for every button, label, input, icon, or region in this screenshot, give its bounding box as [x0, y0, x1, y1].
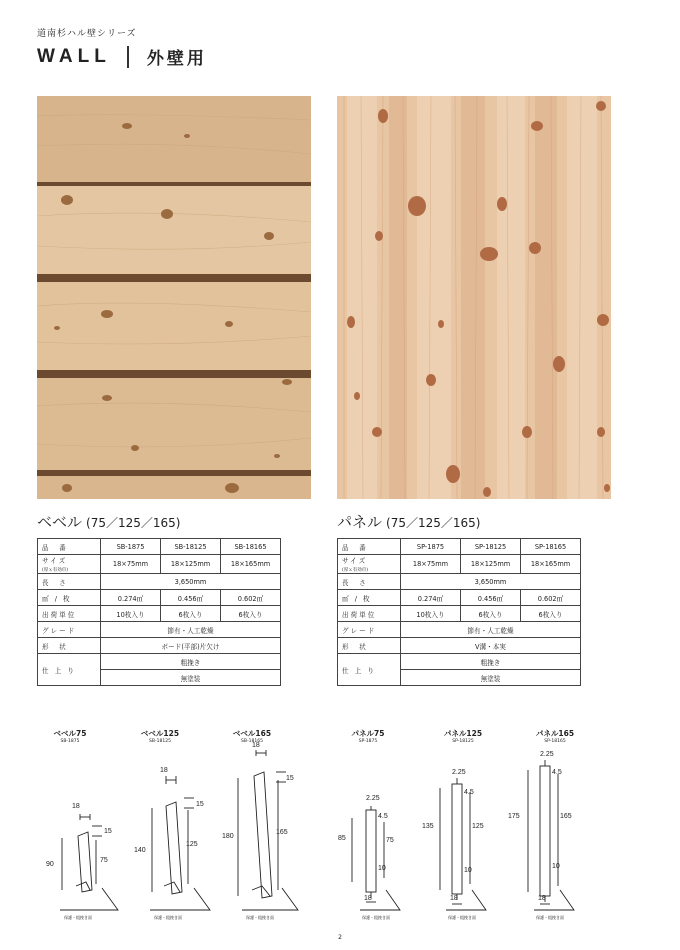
panel-section-title	[337, 511, 480, 532]
dim-label: 10	[552, 863, 560, 870]
table-cell: 6枚入り	[221, 606, 281, 622]
table-cell: 0.602㎡	[221, 590, 281, 606]
table-cell: 節有・人工乾燥	[101, 622, 281, 638]
diagram-title: ベベル125	[140, 729, 180, 738]
surface-label: 保護・粗挽き面	[448, 915, 476, 920]
table-row	[338, 555, 581, 574]
dim-label: 4.5	[552, 769, 562, 776]
row-label: 品 番	[38, 539, 101, 555]
diagram-title: パネル75	[351, 729, 385, 738]
dim-label: 135	[422, 823, 434, 830]
table-row	[338, 590, 581, 606]
dim-label: 125	[472, 823, 484, 830]
table-cell: 0.456㎡	[161, 590, 221, 606]
dim-label: 165	[276, 829, 288, 836]
dim-label: 18	[72, 803, 80, 810]
table-cell: SB-18165	[221, 539, 281, 555]
row-label: グレード	[38, 622, 101, 638]
dim-label: 15	[196, 801, 204, 808]
dim-label: 2.25	[452, 769, 466, 776]
row-label: 形 状	[38, 638, 101, 654]
row-label: 仕 上 り	[338, 654, 401, 686]
row-label: 形 状	[338, 638, 401, 654]
row-label: 出荷単位	[338, 606, 401, 622]
table-row	[38, 622, 281, 638]
surface-label: 保護・粗挽き面	[246, 915, 274, 920]
dim-label: 140	[134, 847, 146, 854]
series-name: 道南杉ハル壁シリーズ	[37, 29, 137, 39]
table-cell: ボード(平部)片欠け	[101, 638, 281, 654]
table-cell: 節有・人工乾燥	[401, 622, 581, 638]
page-title	[37, 44, 207, 69]
diagram-code: SB-1875	[60, 739, 80, 744]
diagram-code: SP-18125	[452, 739, 474, 744]
bevel-section-title	[37, 511, 180, 532]
bevel-title: ベベル	[37, 513, 83, 531]
dimension-labels	[0, 740, 680, 920]
diagram-title: ベベル165	[232, 729, 272, 738]
dim-label: 2.25	[366, 795, 380, 802]
panel-title: パネル	[337, 513, 383, 531]
table-cell: SB-18125	[161, 539, 221, 555]
dim-label: 4.5	[378, 813, 388, 820]
table-row	[38, 574, 281, 590]
label-main: サイズ	[342, 557, 368, 565]
diagram-title: パネル165	[535, 729, 575, 738]
label-main: サイズ	[42, 557, 68, 565]
dim-label: 180	[222, 833, 234, 840]
table-row	[38, 654, 281, 670]
row-label: ㎡ / 枚	[338, 590, 401, 606]
table-cell: 6枚入り	[521, 606, 581, 622]
dim-label: 85	[338, 835, 346, 842]
table-cell: 18×165mm	[221, 555, 281, 574]
row-label	[338, 555, 401, 574]
panel-spec-table	[337, 538, 581, 686]
row-label: 長 さ	[38, 574, 101, 590]
dim-label: 18	[364, 895, 372, 902]
table-row	[38, 638, 281, 654]
surface-label: 保護・粗挽き面	[154, 915, 182, 920]
table-row	[38, 539, 281, 555]
table-cell: 3,650mm	[401, 574, 581, 590]
table-cell: 0.602㎡	[521, 590, 581, 606]
bevel-spec-table	[37, 538, 281, 686]
row-label: 品 番	[338, 539, 401, 555]
dim-label: 75	[100, 857, 108, 864]
bevel-siding-photo	[37, 96, 311, 499]
diagram-title: ベベル75	[53, 729, 87, 738]
table-row	[338, 606, 581, 622]
row-label: 仕 上 り	[38, 654, 101, 686]
diagram-title: パネル125	[443, 729, 483, 738]
table-cell: 18×125mm	[161, 555, 221, 574]
diagram-code: SB-18125	[149, 739, 171, 744]
dim-label: 175	[508, 813, 520, 820]
dim-label: 4.5	[464, 789, 474, 796]
dim-label: 18	[252, 742, 260, 749]
dim-label: 18	[538, 895, 546, 902]
table-row	[338, 622, 581, 638]
table-row	[338, 654, 581, 670]
table-cell: 6枚入り	[161, 606, 221, 622]
title-en: WALL	[37, 45, 111, 67]
panel-sizes: (75／125／165)	[386, 516, 481, 530]
table-cell: SP-1875	[401, 539, 461, 555]
title-jp: 外壁用	[146, 49, 207, 68]
dim-label: 18	[450, 895, 458, 902]
dim-label: 2.25	[540, 751, 554, 758]
dim-label: 10	[378, 865, 386, 872]
dim-label: 15	[104, 828, 112, 835]
title-divider	[127, 46, 129, 68]
row-label: 長 さ	[338, 574, 401, 590]
table-cell: SP-18125	[461, 539, 521, 555]
dim-label: 18	[160, 767, 168, 774]
dim-label: 15	[286, 775, 294, 782]
table-cell: 18×75mm	[401, 555, 461, 574]
table-cell: 10枚入り	[401, 606, 461, 622]
dim-label: 125	[186, 841, 198, 848]
bevel-sizes: (75／125／165)	[86, 516, 181, 530]
surface-label: 保護・粗挽き面	[536, 915, 564, 920]
table-row	[338, 539, 581, 555]
dim-label: 75	[386, 837, 394, 844]
page-number: 2	[338, 934, 342, 941]
diagram-code: SP-18165	[544, 739, 566, 744]
row-label: 出荷単位	[38, 606, 101, 622]
table-row	[338, 638, 581, 654]
row-label	[38, 555, 101, 574]
label-sub: (厚ｘ有効巾)	[42, 568, 69, 573]
row-label: グレード	[338, 622, 401, 638]
table-cell: SP-18165	[521, 539, 581, 555]
table-cell: 無塗装	[401, 670, 581, 686]
panel-siding-photo	[337, 96, 611, 499]
dim-label: 165	[560, 813, 572, 820]
table-row	[38, 606, 281, 622]
surface-label: 保護・粗挽き面	[64, 915, 92, 920]
table-cell: 粗挽き	[401, 654, 581, 670]
table-row	[38, 555, 281, 574]
table-cell: 10枚入り	[101, 606, 161, 622]
table-cell: 無塗装	[101, 670, 281, 686]
table-cell: 0.274㎡	[401, 590, 461, 606]
dim-label: 10	[464, 867, 472, 874]
table-cell: 3,650mm	[101, 574, 281, 590]
table-cell: 粗挽き	[101, 654, 281, 670]
table-row	[38, 590, 281, 606]
diagram-code: SP-1875	[358, 739, 378, 744]
table-cell: 18×165mm	[521, 555, 581, 574]
dim-label: 90	[46, 861, 54, 868]
table-cell: 0.274㎡	[101, 590, 161, 606]
table-cell: V溝・本実	[401, 638, 581, 654]
surface-label: 保護・粗挽き面	[362, 915, 390, 920]
table-cell: 6枚入り	[461, 606, 521, 622]
label-sub: (厚ｘ有効巾)	[342, 568, 369, 573]
table-row	[338, 574, 581, 590]
diagram-code: SB-18165	[241, 739, 263, 744]
table-cell: 18×125mm	[461, 555, 521, 574]
table-cell: SB-1875	[101, 539, 161, 555]
table-cell: 18×75mm	[101, 555, 161, 574]
table-cell: 0.456㎡	[461, 590, 521, 606]
row-label: ㎡ / 枚	[38, 590, 101, 606]
